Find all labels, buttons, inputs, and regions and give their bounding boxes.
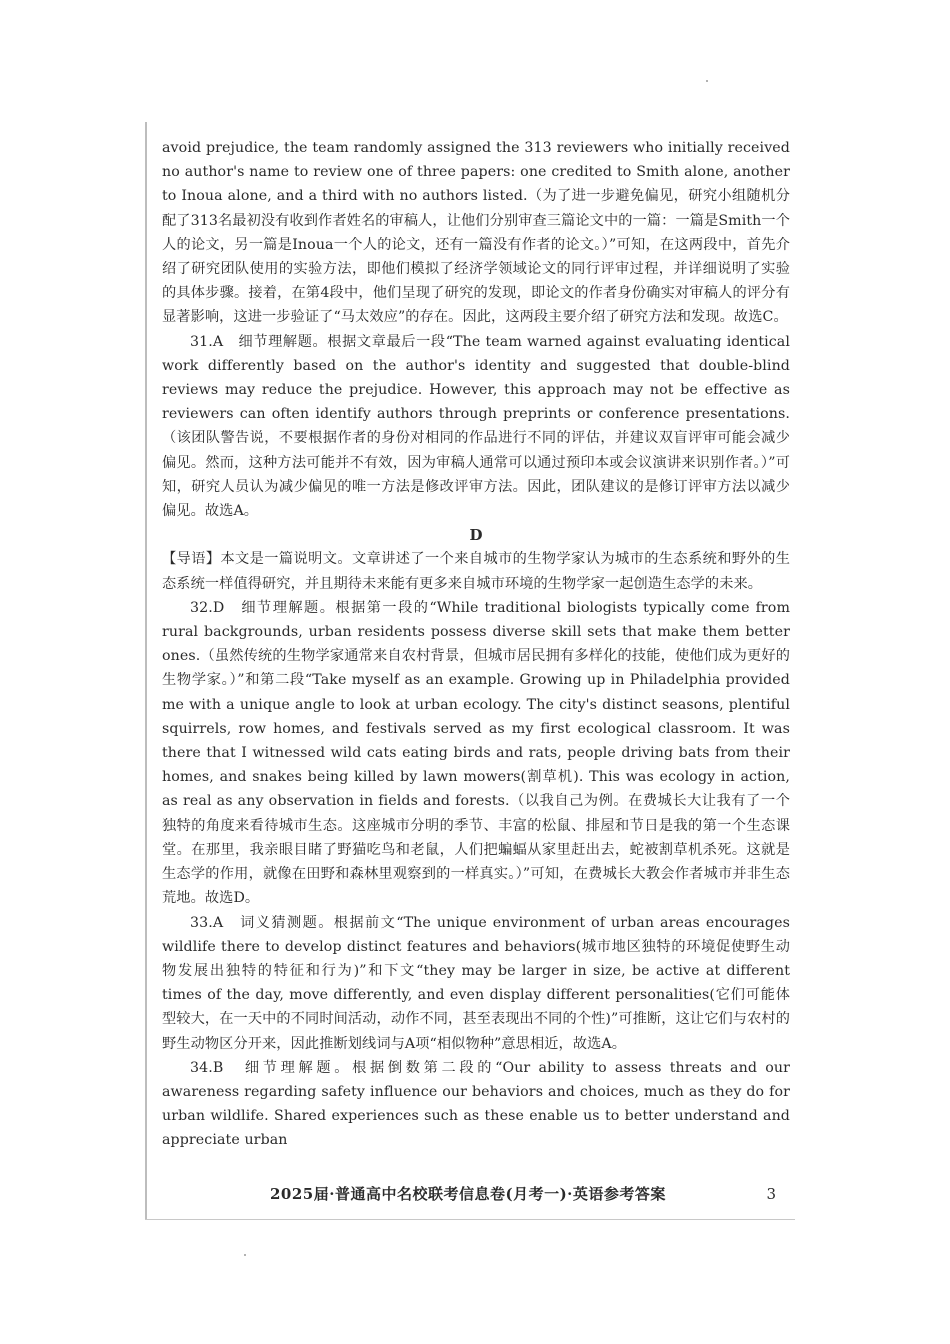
scan-speck: [244, 1254, 246, 1256]
page-number: 3: [766, 1185, 776, 1203]
paragraph-intro-guide: 【导语】本文是一篇说明文。文章讲述了一个来自城市的生物学家认为城市的生态系统和野外的生态系统一样值得研究，并且期待未来能有更多来自城市环境的生物学家一起创造生态学的未来。: [162, 551, 790, 592]
footer-title: 2025届·普通高中名校联考信息卷(月考一)·英语参考答案: [270, 1185, 666, 1203]
scan-speck: [706, 80, 708, 82]
paragraph-30-explanation-continued: avoid prejudice, the team randomly assigned the 313 reviewers who initially received no author's name to review one of three papers: one credited to Smith alone, another to Inoua alone, and a third with no authors listed.（为了进一步避免偏见，研究小组随机分配了313名最初没有收到作者姓名的审稿人，让他们分别审查三篇论文中的一篇：一篇是Smith一个人的论文，另一篇是Inoua一个人的论文，还有一篇没有作者的论文。）”可知，在这两段中，首先介绍了研究团队使用的实验方法，即他们模拟了经济学领域论文的同行评审过程，并详细说明了实验的具体步骤。接着，在第4段中，他们呈现了研究的发现，即论文的作者身份确实对审稿人的评分有显著影响，这进一步验证了“马太效应”的存在。因此，这两段主要介绍了研究方法和发现。故选C。: [162, 140, 790, 326]
paragraph-31-explanation: 31.A 细节理解题。根据文章最后一段“The team warned against evaluating identical work differently based on the author's identity and suggested that double-blind reviews may reduce the prejudice. However, this approach may not be effective as reviewers can often identify authors through preprints or conference presentations.（该团队警告说，不要根据作者的身份对相同的作品进行不同的评估，并建议双盲评审可能会减少偏见。然而，这种方法可能并不有效，因为审稿人通常可以通过预印本或会议演讲来识别作者。）”可知，研究人员认为减少偏见的唯一方法是修改评审方法。因此，团队建议的是修订评审方法以减少偏见。故选A。: [162, 333, 790, 520]
paragraph-33-explanation: 33.A 词义猜测题。根据前文“The unique environment of urban areas encourages wildlife there to develop distinct features and behaviors(城市地区独特的环境促使野生动物发展出独特的特征和行为)”和下文“they may be larger in size, be active at different times of the day, move differently, and even display different personalities(它们可能体型较大，在一天中的不同时间活动，动作不同，甚至表现出不同的个性)”可推断，这让它们与农村的野生动物区分开来，因此推断划线词与A项“相似物种”意思相近，故选A。: [162, 914, 790, 1052]
paragraph-34-explanation: 34.B 细节理解题。根据倒数第二段的“Our ability to assess threats and our awareness regarding safety influence our behaviors and choices, much as they do for urban wildlife. Shared experiences such as these enable us to better understand and appreciate urban: [162, 1059, 790, 1149]
answer-explanations: [162, 136, 790, 1153]
paragraph-32-explanation: 32.D 细节理解题。根据第一段的“While traditional biologists typically come from rural backgrounds, urban residents possess diverse skill sets that make them better ones.（虽然传统的生物学家通常来自农村背景，但城市居民拥有多样化的技能，使他们成为更好的生物学家。）”和第二段“Take myself as an example. Growing up in Philadelphia provided me with a unique angle to look at urban ecology. The city's distinct seasons, plentiful squirrels, row homes, and festivals served as my first ecological classroom. It was there that I witnessed wild cats eating birds and rats, people driving bats from their homes, and snakes being killed by lawn mowers(割草机). This was ecology in action, as real as any observation in fields and forests.（以我自己为例。在费城长大让我有了一个独特的角度来看待城市生态。这座城市分明的季节、丰富的松鼠、排屋和节日是我的第一个生态课堂。在那里，我亲眼目睹了野猫吃鸟和老鼠，人们把蝙蝠从家里赶出去，蛇被割草机杀死。这就是生态学的作用，就像在田野和森林里观察到的一样真实。）”可知，在费城长大教会作者城市并非生态荒地。故选D。: [162, 599, 790, 907]
footer-rule: [145, 1219, 795, 1220]
section-heading-d: D: [469, 526, 483, 545]
left-margin-rule: [145, 122, 147, 1220]
